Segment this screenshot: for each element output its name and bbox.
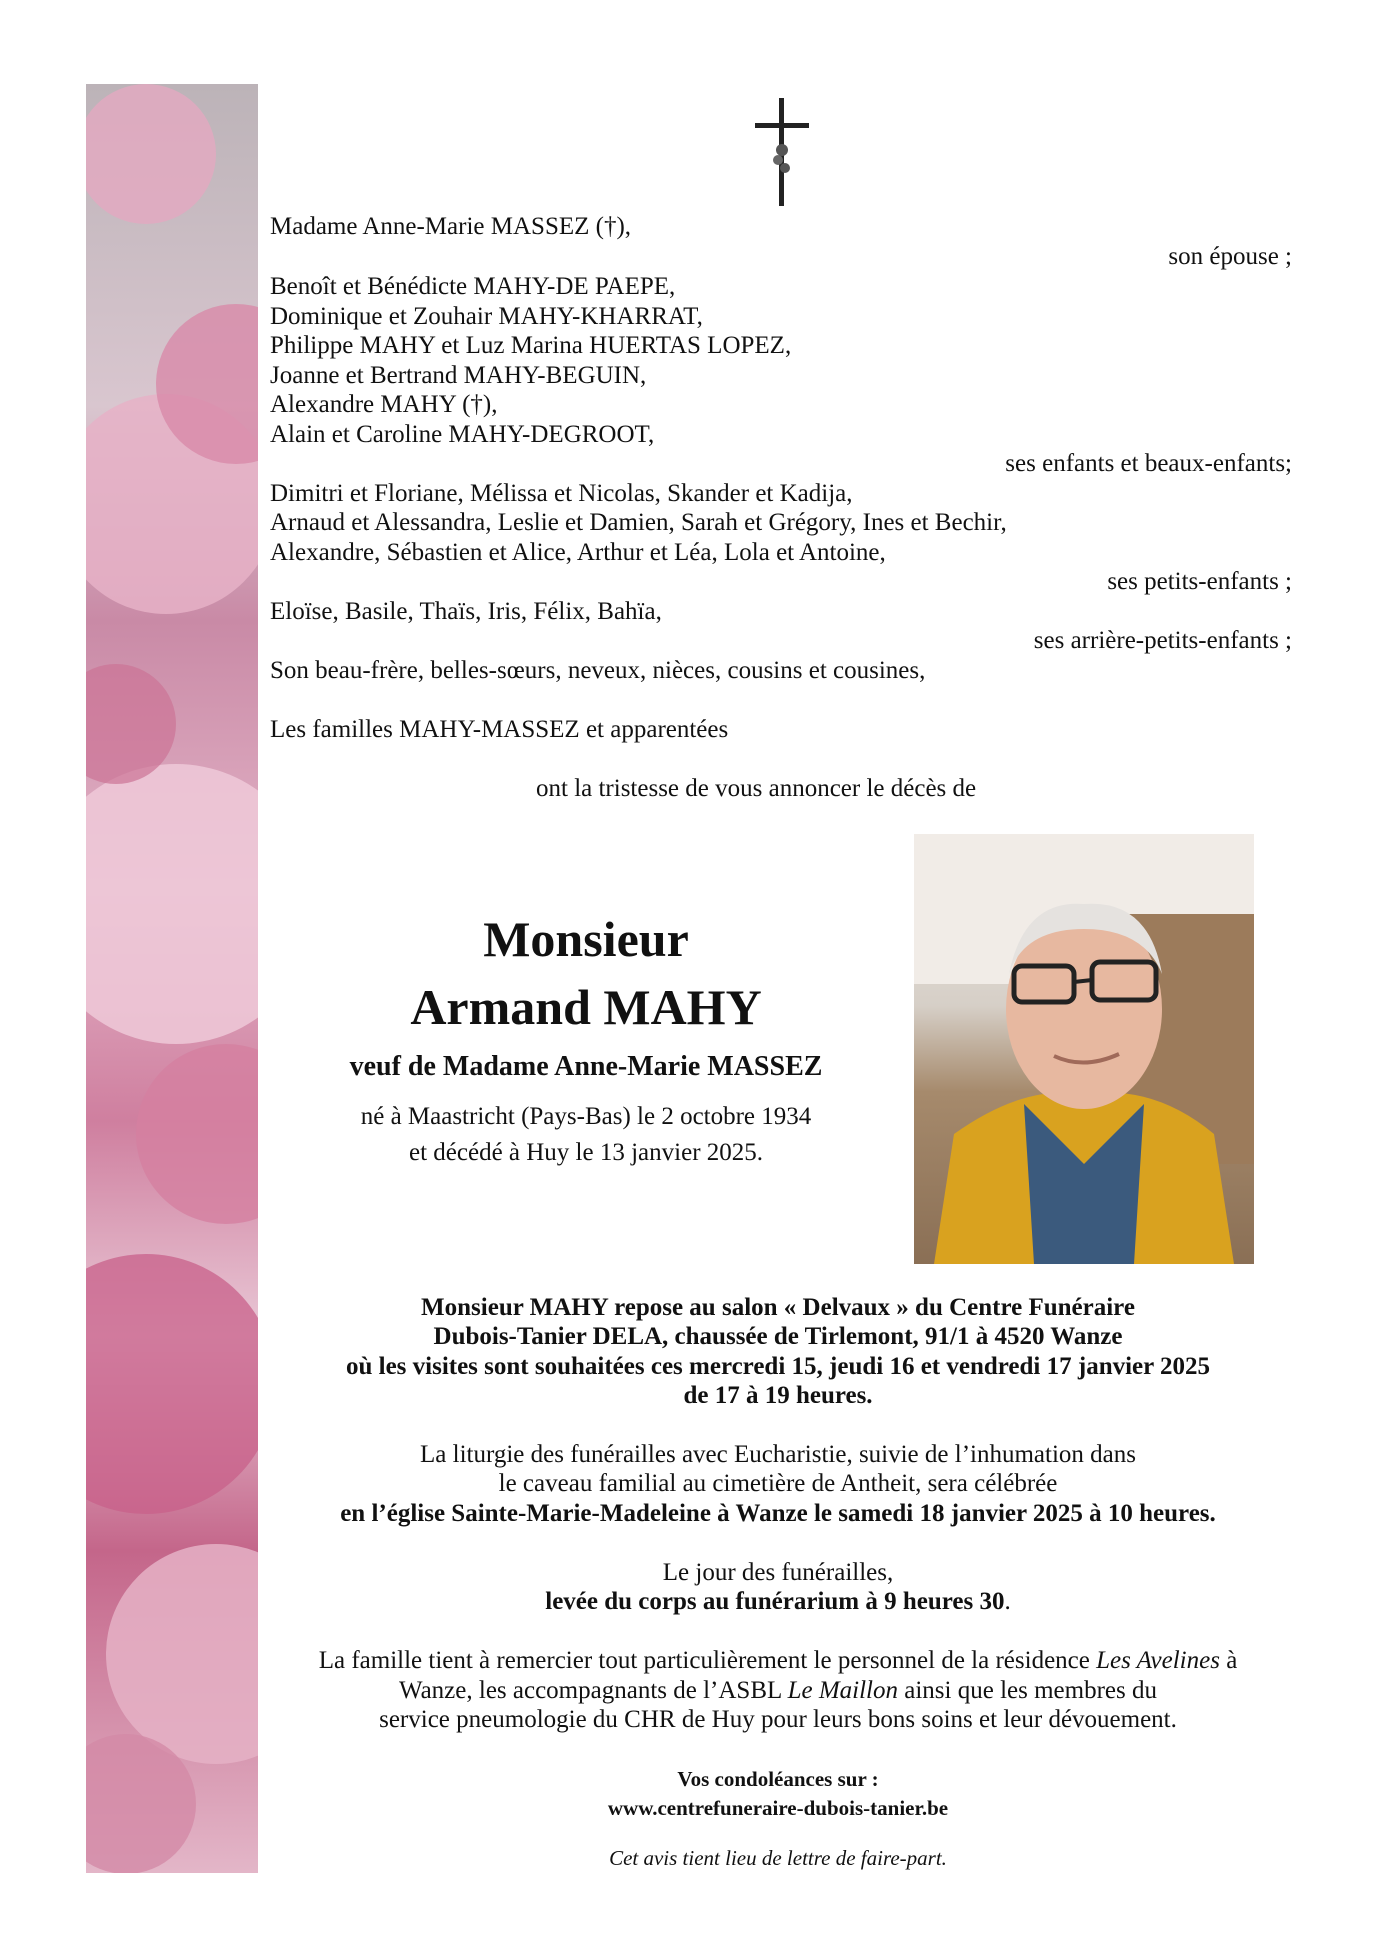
role-grandchildren: ses petits-enfants ;: [1107, 568, 1292, 595]
deceased-widower: veuf de Madame Anne-Marie MASSEZ: [349, 1051, 823, 1082]
condolences-label: Vos condoléances sur :: [677, 1767, 879, 1791]
funeral-day-period: .: [1004, 1588, 1011, 1615]
role-great-grandchildren: ses arrière-petits-enfants ;: [1033, 627, 1292, 654]
deceased-title: Monsieur: [483, 911, 689, 967]
thanks-line: [258, 1676, 1298, 1706]
flower-decoration: [86, 84, 258, 1873]
footer-note: Cet avis tient lieu de lettre de faire-part.: [609, 1846, 947, 1870]
deceased-born: né à Maastricht (Pays-Bas) le 2 octobre 1934: [360, 1103, 812, 1130]
others-line: Son beau-frère, belles-sœurs, neveux, nièces, cousins et cousines,: [270, 657, 926, 684]
child-line: Philippe MAHY et Luz Marina HUERTAS LOPEZ,: [270, 332, 792, 359]
deceased-name: Armand MAHY: [410, 979, 762, 1035]
cross-icon: [752, 98, 812, 206]
grandchild-line: Dimitri et Floriane, Mélissa et Nicolas, Skander et Kadija,: [270, 480, 853, 507]
families-line: Les familles MAHY-MASSEZ et apparentées: [270, 716, 729, 743]
role-spouse: son épouse ;: [1168, 243, 1292, 270]
grandchild-line: Arnaud et Alessandra, Leslie et Damien, Sarah et Grégory, Ines et Bechir,: [270, 509, 1007, 536]
child-line: Dominique et Zouhair MAHY-KHARRAT,: [270, 303, 703, 330]
visits-line: où les visites sont souhaitées ces mercredi 15, jeudi 16 et vendredi 17 janvier 2025: [345, 1353, 1211, 1380]
child-line: Benoît et Bénédicte MAHY-DE PAEPE,: [270, 273, 676, 300]
liturgy-line: le caveau familial au cimetière de Antheit, sera célébrée: [498, 1470, 1058, 1497]
great-grandchildren-line: Eloïse, Basile, Thaïs, Iris, Félix, Bahïa,: [270, 598, 662, 625]
spouse-line: Madame Anne-Marie MASSEZ (†),: [270, 213, 632, 240]
role-children: ses enfants et beaux-enfants;: [1005, 450, 1292, 477]
thanks-line: service pneumologie du CHR de Huy pour leurs bons soins et leur dévouement.: [379, 1706, 1177, 1733]
residence-name: Les Avelines: [1096, 1647, 1220, 1674]
grandchild-line: Alexandre, Sébastien et Alice, Arthur et Léa, Lola et Antoine,: [270, 539, 886, 566]
visits-line: Dubois-Tanier DELA, chaussée de Tirlemont, 91/1 à 4520 Wanze: [433, 1323, 1123, 1350]
visits-line: Monsieur MAHY repose au salon « Delvaux » du Centre Funéraire: [421, 1294, 1135, 1321]
deceased-died: et décédé à Huy le 13 janvier 2025.: [408, 1139, 764, 1166]
condolences-url[interactable]: www.centrefuneraire-dubois-tanier.be: [607, 1796, 949, 1820]
funeral-day-line: Le jour des funérailles,: [662, 1559, 894, 1586]
liturgy-line: en l’église Sainte-Marie-Madeleine à Wanze le samedi 18 janvier 2025 à 10 heures.: [340, 1500, 1216, 1527]
announce-line: ont la tristesse de vous annoncer le décès de: [536, 775, 977, 802]
thanks-line: [258, 1646, 1298, 1676]
child-line: Alexandre MAHY (†),: [270, 391, 498, 418]
thanks-text: La famille tient à remercier tout particulièrement le personnel de la résidence: [318, 1647, 1097, 1674]
thanks-text: ainsi que les membres du: [898, 1677, 1157, 1704]
child-line: Joanne et Bertrand MAHY-BEGUIN,: [270, 362, 647, 389]
funeral-day-line2: [258, 1587, 1298, 1617]
child-line: Alain et Caroline MAHY-DEGROOT,: [270, 421, 655, 448]
visits-line: de 17 à 19 heures.: [683, 1382, 873, 1409]
funeral-day-time: levée du corps au funérarium à 9 heures 30: [545, 1588, 1005, 1615]
thanks-text: à: [1219, 1647, 1238, 1674]
asbl-name: Le Maillon: [787, 1677, 899, 1704]
portrait-photo: [914, 834, 1254, 1264]
liturgy-line: La liturgie des funérailles avec Eucharistie, suivie de l’inhumation dans: [420, 1441, 1136, 1468]
thanks-text: Wanze, les accompagnants de l’ASBL: [398, 1677, 788, 1704]
